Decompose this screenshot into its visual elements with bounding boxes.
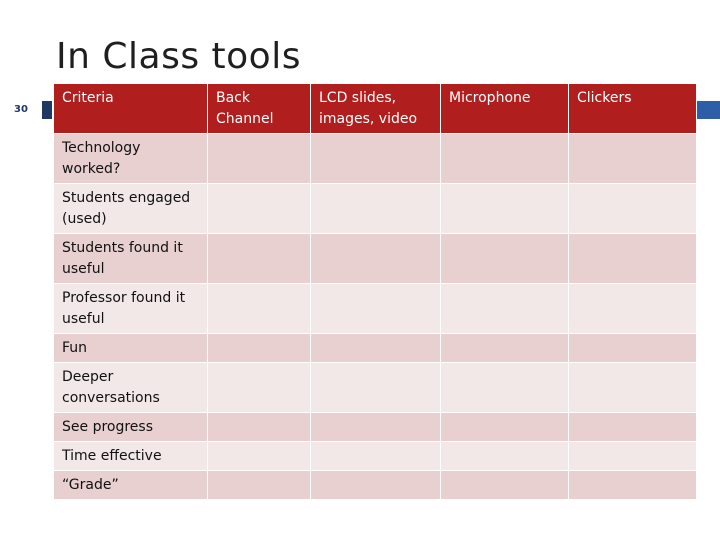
- table-cell: [208, 442, 311, 471]
- header-back-channel: Back Channel: [208, 84, 311, 134]
- table-row: [54, 234, 697, 284]
- table-cell: [208, 234, 311, 284]
- table-cell: [441, 413, 569, 442]
- header-microphone: Microphone: [441, 84, 569, 134]
- table-cell: [311, 413, 441, 442]
- table-cell: [569, 234, 697, 284]
- table-cell: [441, 284, 569, 334]
- table-cell: [208, 471, 311, 500]
- criteria-cell: Fun: [54, 334, 208, 363]
- table-cell: [441, 234, 569, 284]
- table-cell: [569, 471, 697, 500]
- table-cell: [208, 363, 311, 413]
- title-rule-left: [42, 101, 52, 119]
- table-cell: [311, 471, 441, 500]
- table-cell: [311, 184, 441, 234]
- table-cell: [569, 334, 697, 363]
- table-cell: [208, 334, 311, 363]
- table-cell: [441, 184, 569, 234]
- table-row: [54, 413, 697, 442]
- criteria-cell: Students engaged (used): [54, 184, 208, 234]
- criteria-cell: See progress: [54, 413, 208, 442]
- table-cell: [311, 442, 441, 471]
- criteria-cell: “Grade”: [54, 471, 208, 500]
- table-cell: [569, 184, 697, 234]
- table-cell: [208, 413, 311, 442]
- criteria-cell: Students found it useful: [54, 234, 208, 284]
- table-row: [54, 184, 697, 234]
- header-clickers: Clickers: [569, 84, 697, 134]
- table-cell: [208, 184, 311, 234]
- table-cell: [441, 442, 569, 471]
- table-cell: [569, 284, 697, 334]
- table-row: [54, 284, 697, 334]
- table-cell: [311, 284, 441, 334]
- table-row: [54, 363, 697, 413]
- table-cell: [311, 363, 441, 413]
- table-cell: [441, 471, 569, 500]
- table-cell: [208, 284, 311, 334]
- table-cell: [441, 363, 569, 413]
- header-lcd-slides: LCD slides, images, video: [311, 84, 441, 134]
- criteria-cell: Professor found it useful: [54, 284, 208, 334]
- table-row: [54, 442, 697, 471]
- criteria-cell: Technology worked?: [54, 134, 208, 184]
- criteria-cell: Time effective: [54, 442, 208, 471]
- table-cell: [441, 334, 569, 363]
- slide-number: 30: [0, 96, 42, 124]
- table-row: [54, 471, 697, 500]
- table-cell: [441, 134, 569, 184]
- table-cell: [311, 134, 441, 184]
- header-row: [54, 84, 697, 134]
- table-cell: [569, 134, 697, 184]
- criteria-table: [53, 83, 697, 500]
- table-cell: [569, 413, 697, 442]
- table-cell: [208, 134, 311, 184]
- slide-title: In Class tools: [56, 36, 301, 77]
- title-rule-right: [696, 101, 720, 119]
- table-row: [54, 334, 697, 363]
- table-cell: [569, 442, 697, 471]
- header-criteria: Criteria: [54, 84, 208, 134]
- table-cell: [311, 234, 441, 284]
- criteria-cell: Deeper conversations: [54, 363, 208, 413]
- table-cell: [569, 363, 697, 413]
- table-row: [54, 134, 697, 184]
- table-cell: [311, 334, 441, 363]
